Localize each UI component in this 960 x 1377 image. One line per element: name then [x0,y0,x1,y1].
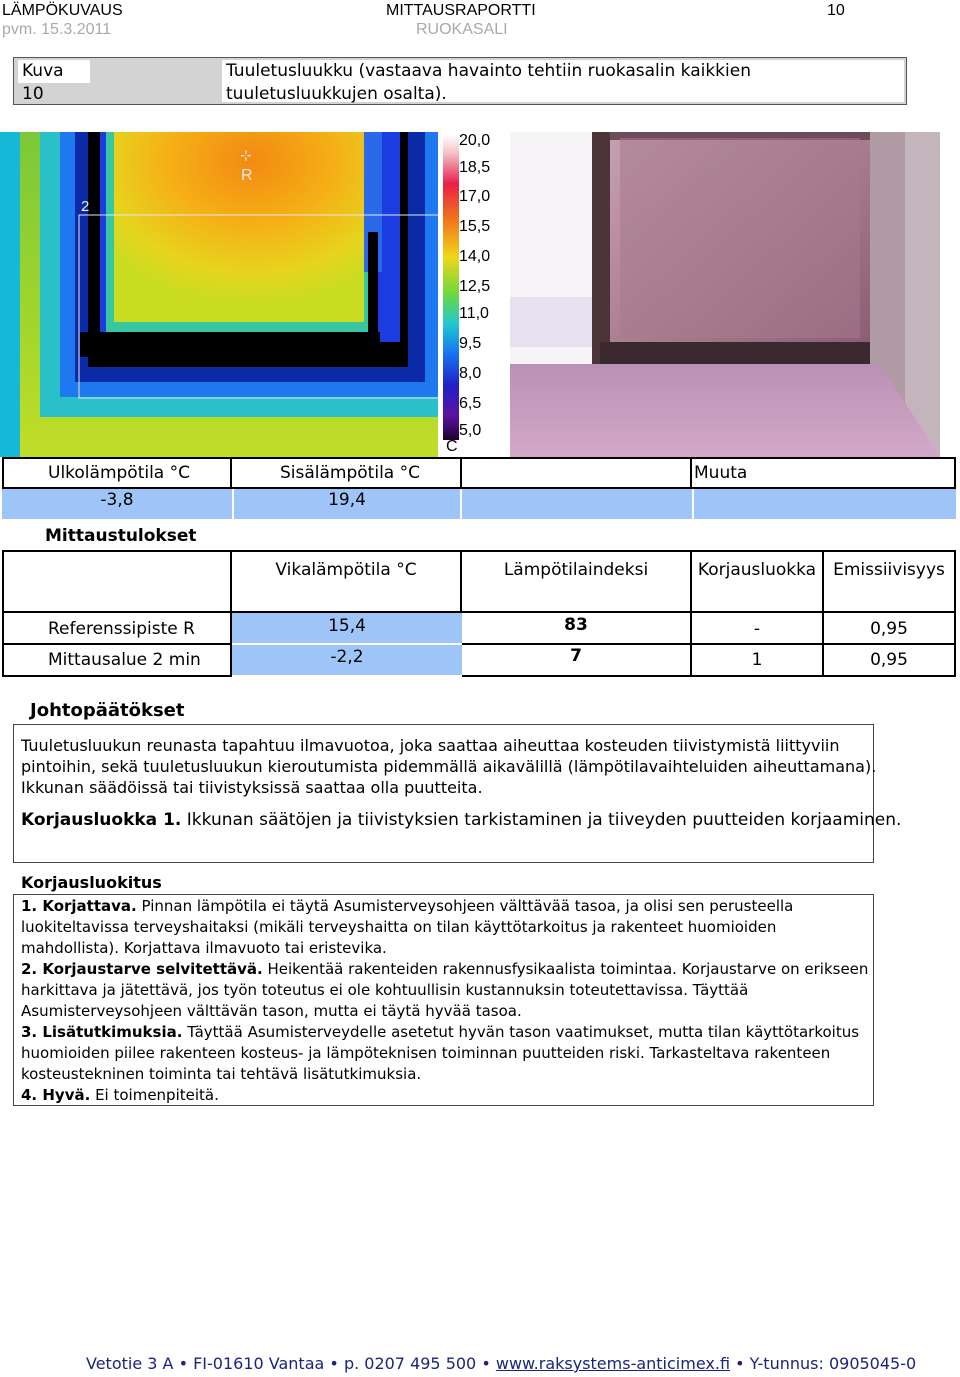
other-label: Muuta [692,457,956,489]
footer-separator: • [329,1354,339,1373]
classification-item: 3. Lisätutkimuksia. Täyttää Asumisterveydelle asetetut hyvän tason vaatimukset, mutta tilan käyttötarkoitus huomioiden piilee rakenteen kosteus- ja lämpöteknisen toiminnan puutteiden riski. Tarkasteltava rakenteen kosteustekninen toiminta tai tehtävä lisätutkimuksia. [21,1023,860,1083]
row-area-index: 7 [462,645,692,677]
other-value [694,489,956,519]
conclusion-line: pintoihin, sekä tuuletusluukun kieroutumista pidemmällä aikavälillä (lämpötilavaihteluiden aiheuttamana). [21,757,877,776]
footer-business-id: Y-tunnus: 0905045-0 [749,1354,917,1373]
row-label-reference: Referenssipiste R [2,613,232,645]
conclusions-box [13,724,902,863]
row-reference-index: 83 [462,613,692,645]
header-date: pvm. 15.3.2011 [2,21,112,38]
scale-tick: 6,5 [459,395,482,412]
outdoor-temp-value: -3,8 [2,489,232,519]
repair-class-header: Korjausluokka [692,550,824,613]
indoor-temp-label: Sisälämpötila °C [232,457,462,489]
row-reference-emissivity: 0,95 [824,613,956,645]
outdoor-temp-label: Ulkolämpötila °C [2,457,232,489]
crosshair-icon: ⊹ [240,148,252,164]
classification-item: 4. Hyvä. Ei toimenpiteitä. [21,1086,219,1104]
scale-tick: 14,0 [459,248,491,265]
classification-item: 1. Korjattava. Pinnan lämpötila ei täytä Asumisterveysohjeen välttävää tasoa, ja olisi sen perusteella luokiteltavissa terveyshaitaksi (mikäli terveyshaitta on tilan käyttötarkoitus ja rakenteet huomioiden mahdollista). Korjattava ilmavuoto tai eristevika. [21,897,794,957]
footer-phone: p. 0207 495 500 [343,1354,477,1373]
conclusions-title: Johtopäätökset [30,700,185,721]
conditions-empty-cell [462,457,692,489]
scale-tick: 8,0 [459,365,482,382]
defect-temp-header: Vikalämpötila °C [232,550,462,613]
results-title: Mittaustulokset [45,526,197,546]
scale-tick: 9,5 [459,335,482,352]
thermal-image [0,132,438,457]
scale-tick: 11,0 [459,305,489,322]
caption-text: Tuuletusluukku (vastaava havainto tehtiin ruokasalin kaikkien tuuletusluukkujen osalta). [222,60,904,102]
row-area-emissivity: 0,95 [824,645,956,677]
conclusion-line: Tuuletusluukun reunasta tapahtuu ilmavuotoa, joka saattaa aiheuttaa kosteuden tiivistymistä liittyviin [21,736,840,755]
conditions-empty-value [462,489,692,519]
footer-website-link[interactable]: www.raksystems-anticimex.fi [495,1354,731,1373]
row-area-temp: -2,2 [232,645,462,675]
scale-tick: 17,0 [459,188,491,205]
caption-box [13,57,907,105]
temp-index-header: Lämpötilaindeksi [462,550,692,613]
footer-separator: • [735,1354,745,1373]
indoor-temp-value: 19,4 [234,489,460,519]
color-scale-bar [443,135,459,440]
repair-class-label: Korjausluokka 1. [21,810,182,830]
scale-tick: 12,5 [459,278,491,295]
footer-postal: FI-01610 Vantaa [193,1354,325,1373]
reference-marker-label: R [241,167,253,184]
repair-class-text: Ikkunan säätöjen ja tiivistyksien tarkistaminen ja tiiveyden puutteiden korjaaminen. [181,810,902,830]
results-header-empty [2,550,232,613]
scale-tick: 5,0 [459,422,482,439]
footer-address: Vetotie 3 A [86,1354,174,1373]
row-reference-temp: 15,4 [232,613,462,645]
header-left-title: LÄMPÖKUVAUS [2,2,123,19]
emissivity-header: Emissiivisyys [824,550,956,613]
footer [86,1354,916,1373]
classification-item: 2. Korjaustarve selvitettävä. Heikentää rakenteiden rakennusfysikaalista toimintaa. Korjaustarve on erikseen harkittava ja jätettävä, jos työn toteutus ei ole kohtuullisin kustannuksin toteutettavissa. Täyttää Asumisterveysohjeen välttävän tason, mutta ei täytä hyvää tasoa. [21,960,869,1020]
scale-tick: 20,0 [459,132,491,149]
footer-separator: • [481,1354,491,1373]
scale-tick: 15,5 [459,218,491,235]
caption-label: Kuva 10 [18,60,90,83]
unit-label: C [446,438,458,455]
window-photo [510,132,940,457]
area-marker-label: 2 [81,198,90,215]
conclusion-line: Ikkunan säädöissä tai tiivistyksissä saattaa olla puutteita. [21,778,483,797]
page-number: 10 [827,2,845,19]
classification-box [13,894,874,1106]
scale-tick: 18,5 [459,159,491,176]
header-subtitle: RUOKASALI [416,21,508,38]
classification-title: Korjausluokitus [21,873,162,892]
row-area-class: 1 [692,645,824,677]
temperature-scale [438,132,510,457]
header-center-title: MITTAUSRAPORTTI [386,2,536,19]
footer-separator: • [178,1354,188,1373]
row-reference-class: - [692,613,824,645]
row-label-area: Mittausalue 2 min [2,645,232,677]
